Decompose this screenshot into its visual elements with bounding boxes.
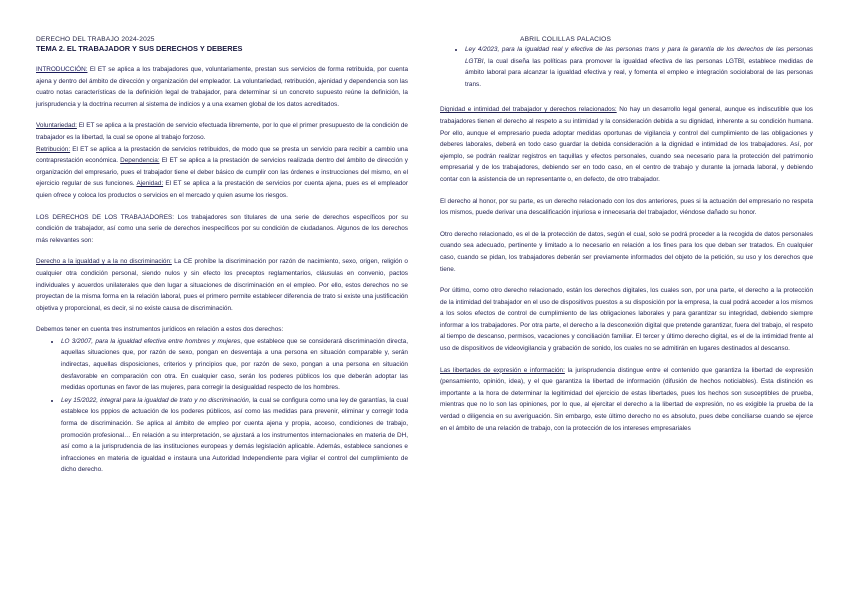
intro-label: INTRODUCCIÓN: xyxy=(36,66,88,73)
instrumentos-list xyxy=(36,336,408,476)
intro-text: El ET se aplica a los trabajadores que, voluntariamente, prestan sus servicios de forma retribuida, por cuenta ajena y dentro del ámbito de dirección y organización del empleador. La voluntariedad, retribución, ajenidad y dependencia son las cuatro notas características de la definición legal de trabajador, para determinar si un concreto supuesto reúne la definición, la jurisprudencia y la doctrina recurren al sistema de indicios y a una examen global de los datos acreditados. xyxy=(36,66,408,108)
page-title: TEMA 2. EL TRABAJADOR Y SUS DERECHOS Y DEBERES xyxy=(36,44,243,53)
ley-4-2023-title: Ley 4/2023, para la igualdad real y efectiva de las personas trans y para la garantía de los derechos de las personas LGTBI xyxy=(465,46,813,65)
dignidad-text: No hay un desarrollo legal general, aunque es indiscutible que los trabajadores tienen el derecho al respeto a su intimidad y la consideración debida a su dignidad, inherente a su condición humana. Por ello, aunque el empresario pueda adoptar medidas oportunas de vigilancia y control del cumplimiento de las obligaciones y deberes laborales, deberá en todo caso guardar la debida consideración a la dignidad e intimidad de los trabajadores. Así, por ejemplo, se podrán realizar registros en taquillas y efectos personales, cuando sea necesario para la protección del patrimonio empresarial y de los trabajadores, debiendo ser en todo caso, en el centro de trabajo y durante la jornada laboral, y debiendo contar con la asistencia de un representante o, en defecto, de otro trabajador. xyxy=(440,106,813,183)
discriminacion-text: La CE prohíbe la discriminación por razón de nacimiento, sexo, origen, religión o cualquier otra condición personal, siendo nulos y sin efecto los preceptos reglamentarios, cláusulas en convenio, pactos individuales y acuerdos unilaterales que den lugar a situaciones de discriminación en el empleo. Por ello, estos derechos no se proyectan de la misma forma en la relación laboral, pues el primero permite establecer diferencia de trato si existe una justificación objetiva y proporcional, es decir, si no existe causa de discriminación. xyxy=(36,258,408,312)
derechos-text: Los trabajadores son titulares de una serie de derechos específicos por su condición de trabajador, así como una serie de derechos inespecíficos por su condición de ciudadanos. Algunos de los derechos más relevantes son: xyxy=(36,213,408,244)
intro-paragraph xyxy=(36,64,408,110)
list-item xyxy=(61,395,408,476)
derechos-paragraph xyxy=(36,212,408,247)
right-column xyxy=(440,44,813,444)
ajenidad-text: El ET se aplica a la prestación de servicios por cuenta ajena, pues es el empleador quien ofrece y coloca los productos o servicios en el mercado y quien asume los riesgos. xyxy=(36,180,408,199)
list-item xyxy=(61,336,408,394)
ajenidad-label: Ajenidad: xyxy=(136,180,164,188)
ley-4-2023-text: , la cual diseña las políticas para promover la igualdad efectiva de las personas LGTBI, establece medidas de ámbito laboral para alcanzar la igualdad efectiva y real, y fomenta el empleo e integración sociolaboral de las personas trans. xyxy=(465,57,813,88)
instrumentos-list-cont xyxy=(440,44,813,90)
ley-15-2022-title: Ley 15/2022, integral para la igualdad de trato y no discriminación xyxy=(61,396,249,404)
header-course: DERECHO DEL TRABAJO 2024-2025 xyxy=(36,36,155,43)
left-column xyxy=(36,44,408,484)
voluntariedad-text: El ET se aplica a la prestación de servicio efectuada libremente, por lo que el primer presupuesto de la condición de trabajador es la libertad, la cual se opone al trabajo forzoso. xyxy=(36,122,408,141)
libertades-paragraph xyxy=(440,365,813,435)
dependencia-label: Dependencia: xyxy=(120,157,160,165)
discriminacion-paragraph xyxy=(36,256,408,314)
digitales-paragraph: Por último, como otro derecho relacionado, están los derechos digitales, los cuales son, por una parte, el derecho a la protección de la intimidad del trabajador en el uso de dispositivos puestos a su disposición por la empresa, la cual podrá acceder a los mismos a los solos efectos de control de cumplimiento de las obligaciones laborales y para garantizar su integridad, debiendo siempre informar a los trabajadores. Por otra parte, el derecho a la desconexión digital que pretende garantizar, fuera del trabajo, el respeto al tiempo de descanso, permisos, vacaciones y conciliación familiar. El tercer y último derecho digital, es el de la intimidad frente al uso de dispositivos de videovigilancia y grabación de sonido, los cuales no se admitirán en lugares destinados al descanso. xyxy=(440,287,813,353)
retribucion-label: Retribución: xyxy=(36,145,71,153)
derechos-label: LOS DERECHOS DE LOS TRABAJADORES: xyxy=(36,213,174,221)
ley-15-2022-text: , la cual se configura como una ley de garantías, la cual establece los pppios de actuación de los poderes públicos, así como las medidas para prevenir, eliminar y corregir toda forma de discriminación. Se aplica al ámbito de empleo por cuenta ajena y propia, acceso, condiciones de trabajo, promoción profesional… En relación a su interpretación, se ajustará a los instrumentos internacionales en materia de DH, así como a la jurisprudencia de las instituciones europeas y demás legislación aplicable. Además, establece sanciones e infracciones en materia de igualdad e instaura una Autoridad Independiente para vigilar el control del cumplimiento de dicho derecho. xyxy=(61,396,408,474)
instrumentos-intro: Debemos tener en cuenta tres instrumentos jurídicos en relación a estos dos derechos: xyxy=(36,326,284,334)
header-author: ABRIL COLILLAS PALACIOS xyxy=(520,36,612,43)
notes-paragraph xyxy=(36,120,408,201)
libertades-text: la jurisprudencia distingue entre el contenido que garantiza la libertad de expresión (pensamiento, opinión, idea), y el que garantiza la libertad de información (difusión de hechos noticiables). Esta distinción es importante a la hora de determinar la legitimidad del ejercicio de estas libertades, pues los hechos son susceptibles de prueba, mientras que no lo son las opiniones, por lo que, al ejercitar el derecho a la libertad de expresión, no es exigible la prueba de la verdad o diligencia en su averiguación. Sin embargo, este último derecho no es absoluto, pues debe conciliarse cuando se ejerce en el ámbito de una relación de trabajo, con la protección de los intereses empresariales xyxy=(440,366,813,432)
datos-paragraph: Otro derecho relacionado, es el de la protección de datos, según el cual, solo se podrá proceder a la recogida de datos personales cuando sea adecuado, pertinente y limitado a lo necesario en relación a los fines para los que deban ser tratados. En cualquier caso, cuando se pidan, los trabajadores deberán ser previamente informados del objeto de la petición, su uso y los derechos que tiene. xyxy=(440,230,813,273)
list-item xyxy=(465,44,813,90)
libertades-label: Las libertades de expresión e información: xyxy=(440,366,565,374)
lo-3-2007-title: LO 3/2007, para la igualdad efectiva entre hombres y mujeres xyxy=(61,337,241,345)
dependencia-text: El ET se aplica a la prestación de servicios realizada dentro del ámbito de dirección y organización del empresario, pues el trabajador tiene el deber básico de cumplir con las órdenes e instrucciones del mismo, en el ejercicio regular de sus funciones. xyxy=(36,157,408,188)
retribucion-text: El ET se aplica a la prestación de servicios retribuidos, de modo que se presta un servicio para recibir a cambio una contraprestación económica. xyxy=(36,145,408,165)
honor-paragraph: El derecho al honor, por su parte, es un derecho relacionado con los dos anteriores, pues si la actuación del empresario no respeta los mismos, puede derivar una descalificación injuriosa e innecesaria del trabajador, viéndose dañado su honor. xyxy=(440,197,813,217)
dignidad-paragraph xyxy=(440,104,813,185)
lo-3-2007-text: , que establece que se considerará discriminación directa, aquellas situaciones que, por razón de sexo, pongan en desventaja a una persona en situación comparable y, serán indirectas, aquellas disposiciones, criterios y principios que, por razón de sexo, pongan a una persona en situación desfavorable en comparación con otra. En cualquier caso, serán los poderes públicos los que deberán adoptar las medidas oportunas en favor de las mujeres, para corregir la desigualdad respecto de los hombres. xyxy=(61,337,408,392)
discriminacion-label: Derecho a la igualdad y a la no discriminación: xyxy=(36,258,172,266)
voluntariedad-label: Voluntariedad: xyxy=(36,122,77,130)
dignidad-label: Dignidad e intimidad del trabajador y derechos relacionados: xyxy=(440,106,617,114)
